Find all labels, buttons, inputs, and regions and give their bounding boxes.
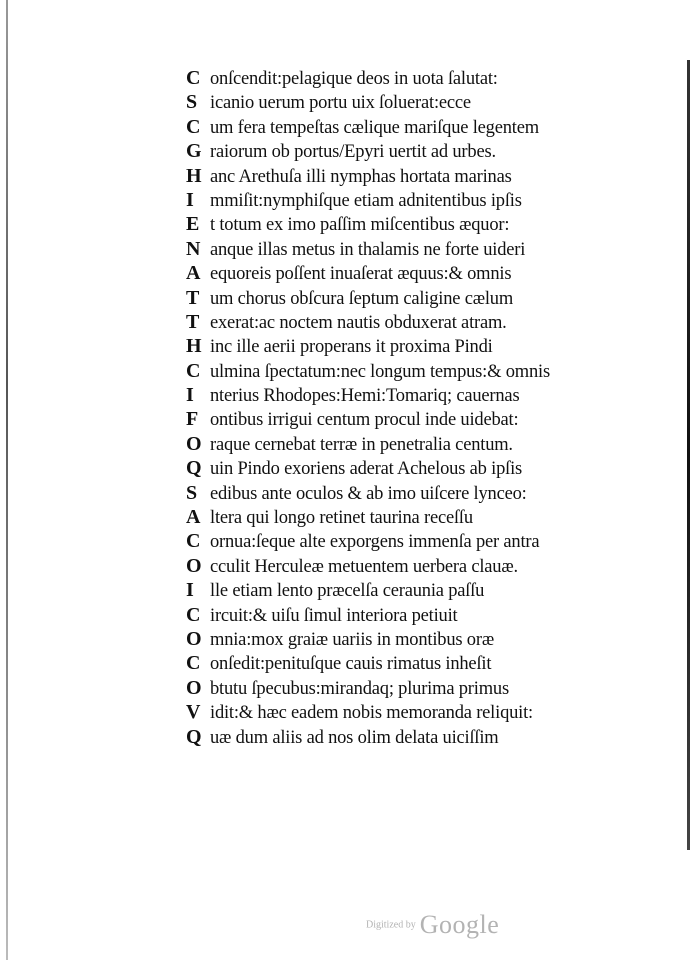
verse-initial: I [186,579,194,602]
verse-text: t totum ex imo paſſim miſcentibus æquor: [210,215,510,236]
verse-initial: I [186,384,194,407]
verse-initial: V [186,701,201,724]
verse-line [186,627,646,651]
verse-initial: C [186,603,201,626]
verse-initial: H [186,335,202,358]
verse-text: ornua:ſeque alte exporgens immenſa per antra [210,532,540,553]
verse-line [186,529,646,553]
verse-initial: Q [186,725,202,748]
verse-initial: O [186,676,202,699]
verse-text: ircuit:& uiſu ſimul interiora petiuit [210,605,458,626]
verse-text: onſedit:penituſque cauis rimatus inheſit [210,654,492,675]
verse-initial: G [186,140,202,163]
verse-text: icanio uerum portu uix ſoluerat:ecce [210,93,471,114]
verse-initial: T [186,310,200,333]
verse-line [186,383,646,407]
verse-text: mnia:mox graiæ uariis in montibus oræ [210,629,494,650]
verse-line [186,359,646,383]
verse-line [186,90,646,114]
verse-text: lle etiam lento præcelſa ceraunia paſſu [210,581,485,602]
verse-text: ltera qui longo retinet taurina receſſu [210,508,473,529]
verse-initial: I [186,188,194,211]
verse-text: anque illas metus in thalamis ne forte uideri [210,239,526,260]
verse-initial: C [186,652,201,675]
verse-text: mmiſit:nymphiſque etiam adnitentibus ipſis [210,190,522,211]
verse-text: btutu ſpecubus:mirandaq; plurima primus [210,678,509,699]
verse-line [186,407,646,431]
verse-initial: C [186,359,201,382]
verse-text: um chorus obſcura ſeptum caligine cælum [210,288,514,309]
verse-initial: O [186,554,202,577]
verse-initial: C [186,115,201,138]
verse-line [186,164,646,188]
verse-line [186,481,646,505]
verse-line [186,603,646,627]
verse-line [186,139,646,163]
verse-text: um fera tempeſtas cælique mariſque legentem [210,117,539,138]
verse-text: exerat:ac noctem nautis obduxerat atram. [210,312,507,333]
page-left-edge [6,0,8,960]
verse-initial: A [186,262,201,285]
verse-text: ontibus irrigui centum procul inde uidebat: [210,410,519,431]
verse-text: uin Pindo exoriens aderat Achelous ab ipſis [210,459,523,480]
verse-initial: O [186,432,202,455]
verse-text: raiorum ob portus/Epyri uertit ad urbes. [210,142,496,163]
verse-line [186,212,646,236]
verse-initial: H [186,164,202,187]
verse-initial: S [186,481,197,504]
verse-initial: Q [186,457,202,480]
verse-text: onſcendit:pelagique deos in uota ſalutat: [210,69,498,89]
verse-initial: O [186,627,202,650]
verse-block [186,66,646,749]
verse-initial: N [186,237,201,260]
verse-line [186,286,646,310]
verse-line [186,310,646,334]
verse-line [186,554,646,578]
verse-initial: E [186,213,200,236]
verse-text: equoreis poſſent inuaſerat æquus:& omnis [210,264,512,285]
verse-line [186,261,646,285]
verse-initial: C [186,67,201,89]
verse-line [186,66,646,90]
verse-line [186,456,646,480]
verse-text: ulmina ſpectatum:nec longum tempus:& omnis [210,361,550,382]
verse-line [186,505,646,529]
verse-line [186,432,646,456]
verse-line [186,188,646,212]
verse-text: anc Arethuſa illi nymphas hortata marinas [210,166,512,187]
verse-text: uæ dum aliis ad nos olim delata uiciſſim [210,727,499,748]
verse-line [186,651,646,675]
verse-line [186,700,646,724]
verse-line [186,676,646,700]
verse-initial: T [186,286,200,309]
watermark-prefix: Digitized by [366,919,416,931]
verse-text: idit:& hæc eadem nobis memoranda reliquit: [210,703,533,724]
verse-line [186,578,646,602]
verse-initial: F [186,408,199,431]
verse-line [186,115,646,139]
verse-text: nterius Rhodopes:Hemi:Tomariq; cauernas [210,386,520,407]
verse-initial: S [186,91,197,114]
verse-text: inc ille aerii properans it proxima Pindi [210,337,493,358]
verse-initial: C [186,530,201,553]
verse-text: edibus ante oculos & ab imo uiſcere lynceo: [210,483,527,504]
digitized-watermark [366,910,499,940]
verse-line [186,334,646,358]
verse-line [186,237,646,261]
google-logo: Google [419,910,500,939]
verse-text: raque cernebat terræ in penetralia centum. [210,434,513,455]
verse-line [186,725,646,749]
verse-initial: A [186,506,201,529]
verse-text: cculit Herculeæ metuentem uerbera clauæ. [210,556,518,577]
